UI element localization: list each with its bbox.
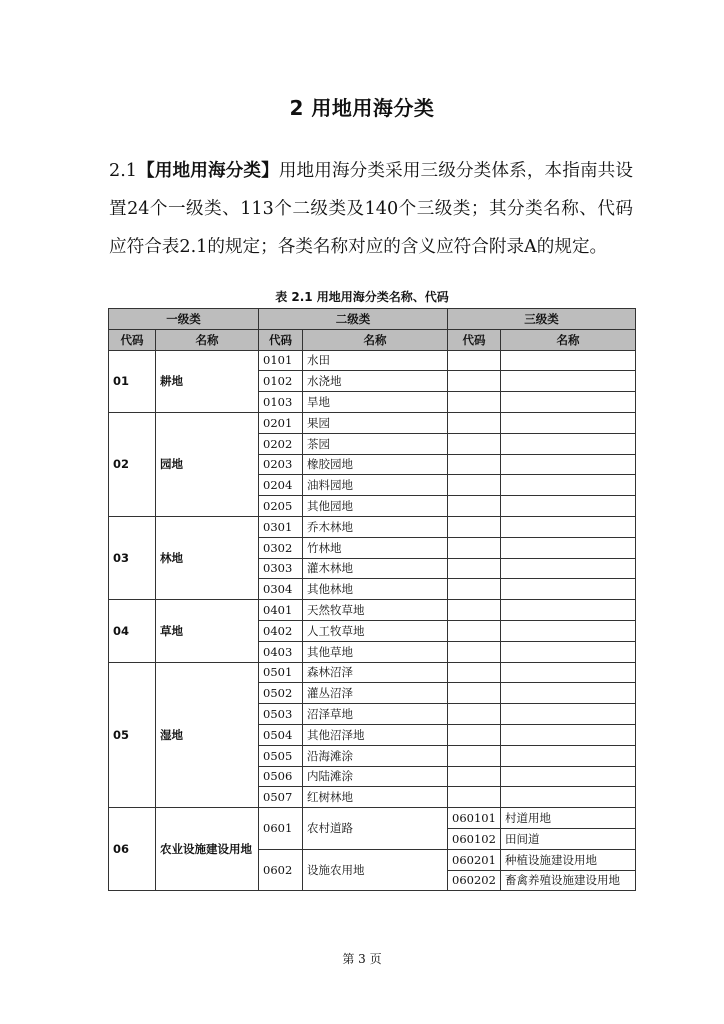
level2-code: 0402 [259,620,303,641]
level3-code-empty [448,662,501,683]
level3-name-empty [501,641,636,662]
level1-name: 草地 [156,600,259,662]
level2-name: 油料园地 [303,475,448,496]
level3-code-empty [448,496,501,517]
table-row [109,600,636,621]
level2-name: 沼泽草地 [303,704,448,725]
header-code-2: 代码 [259,329,303,350]
header-code-1: 代码 [109,329,156,350]
level2-name: 其他园地 [303,496,448,517]
table-row [109,808,636,829]
level2-code: 0507 [259,787,303,808]
level3-name: 村道用地 [501,808,636,829]
level2-name: 农村道路 [303,808,448,850]
level2-code: 0502 [259,683,303,704]
table-row [109,516,636,537]
level3-code-empty [448,620,501,641]
level2-code: 0403 [259,641,303,662]
level3-code: 060102 [448,828,501,849]
level2-code: 0601 [259,808,303,850]
level1-code: 06 [109,808,156,891]
level2-name: 红树林地 [303,787,448,808]
level3-code-empty [448,704,501,725]
clause-number: 2.1 [109,161,137,181]
page-suffix: 页 [369,952,382,966]
classification-table [108,308,636,891]
level3-name-empty [501,350,636,371]
level3-code-empty [448,475,501,496]
level2-name: 森林沼泽 [303,662,448,683]
level2-name: 橡胶园地 [303,454,448,475]
header-level1: 一级类 [109,309,259,330]
level2-name: 灌丛沼泽 [303,683,448,704]
level3-code-empty [448,600,501,621]
level3-code-empty [448,392,501,413]
level2-name: 其他沼泽地 [303,724,448,745]
level2-code: 0504 [259,724,303,745]
level2-code: 0301 [259,516,303,537]
level3-code: 060201 [448,849,501,870]
level2-name: 茶园 [303,433,448,454]
level1-name: 园地 [156,412,259,516]
level3-name-empty [501,745,636,766]
level2-code: 0303 [259,558,303,579]
level3-code-empty [448,516,501,537]
level2-name: 设施农用地 [303,849,448,891]
section-title: 2 用地用海分类 [289,96,435,120]
level3-code-empty [448,641,501,662]
level3-code-empty [448,787,501,808]
header-name-3: 名称 [501,329,636,350]
table-row [109,412,636,433]
level3-name: 种植设施建设用地 [501,849,636,870]
level3-code-empty [448,537,501,558]
level2-code: 0205 [259,496,303,517]
level3-code-empty [448,579,501,600]
level3-name-empty [501,662,636,683]
clause-heading: 【用地用海分类】 [136,161,279,181]
level1-code: 04 [109,600,156,662]
header-level3: 三级类 [448,309,636,330]
table-caption: 表 2.1 用地用海分类名称、代码 [275,290,449,304]
level3-code-empty [448,745,501,766]
level1-name: 林地 [156,516,259,599]
level2-name: 人工牧草地 [303,620,448,641]
level3-name-empty [501,724,636,745]
level2-code: 0204 [259,475,303,496]
level3-name-empty [501,392,636,413]
level2-name: 果园 [303,412,448,433]
level3-code-empty [448,766,501,787]
level2-code: 0505 [259,745,303,766]
table-body [109,350,636,891]
level2-name: 天然牧草地 [303,600,448,621]
page-prefix: 第 [342,952,355,966]
level2-code: 0201 [259,412,303,433]
level2-name: 沿海滩涂 [303,745,448,766]
level3-code-empty [448,371,501,392]
page-footer [0,950,724,967]
header-level2: 二级类 [259,309,448,330]
level2-code: 0103 [259,392,303,413]
level1-name: 农业设施建设用地 [156,808,259,891]
header-code-3: 代码 [448,329,501,350]
level3-name-empty [501,600,636,621]
level2-name: 乔木林地 [303,516,448,537]
level3-code-empty [448,433,501,454]
level3-name-empty [501,537,636,558]
header-name-2: 名称 [303,329,448,350]
level3-name-empty [501,683,636,704]
level2-code: 0506 [259,766,303,787]
level2-name: 竹林地 [303,537,448,558]
level3-code-empty [448,683,501,704]
level2-code: 0602 [259,849,303,891]
level2-code: 0401 [259,600,303,621]
level2-code: 0202 [259,433,303,454]
level1-code: 03 [109,516,156,599]
level3-name-empty [501,454,636,475]
level3-code-empty [448,350,501,371]
sub-header-row [109,329,636,350]
level2-code: 0101 [259,350,303,371]
level2-name: 水田 [303,350,448,371]
level3-code-empty [448,412,501,433]
level1-code: 05 [109,662,156,808]
level3-name-empty [501,516,636,537]
table-row [109,350,636,371]
level2-name: 内陆滩涂 [303,766,448,787]
level3-code-empty [448,558,501,579]
level2-code: 0302 [259,537,303,558]
level1-name: 耕地 [156,350,259,412]
header-name-1: 名称 [156,329,259,350]
level3-name-empty [501,371,636,392]
clause-paragraph [109,152,633,266]
level3-code: 060202 [448,870,501,891]
page-number: 3 [358,952,366,966]
level3-name-empty [501,558,636,579]
level2-name: 灌木林地 [303,558,448,579]
level2-code: 0203 [259,454,303,475]
level2-code: 0503 [259,704,303,725]
level2-code: 0304 [259,579,303,600]
level2-code: 0102 [259,371,303,392]
level3-name-empty [501,412,636,433]
level3-name-empty [501,787,636,808]
level3-name-empty [501,704,636,725]
level3-name-empty [501,766,636,787]
level3-name-empty [501,579,636,600]
table-row [109,662,636,683]
group-header-row [109,309,636,330]
level3-name-empty [501,475,636,496]
level3-name-empty [501,496,636,517]
level3-name-empty [501,433,636,454]
level2-name: 其他林地 [303,579,448,600]
level3-code-empty [448,454,501,475]
level3-name-empty [501,620,636,641]
level1-name: 湿地 [156,662,259,808]
level3-code: 060101 [448,808,501,829]
level3-name: 田间道 [501,828,636,849]
level2-name: 其他草地 [303,641,448,662]
level2-name: 水浇地 [303,371,448,392]
level1-code: 01 [109,350,156,412]
level2-code: 0501 [259,662,303,683]
level1-code: 02 [109,412,156,516]
level3-code-empty [448,724,501,745]
level2-name: 旱地 [303,392,448,413]
clause-body: 用地用海分类采用三级分类体系，本指南共设置24个一级类、113个二级类及140个三级类；其分类名称、代码应符合表2.1的规定；各类名称对应的含义应符合附录A的规定。 [109,161,633,257]
level3-name: 畜禽养殖设施建设用地 [501,870,636,891]
